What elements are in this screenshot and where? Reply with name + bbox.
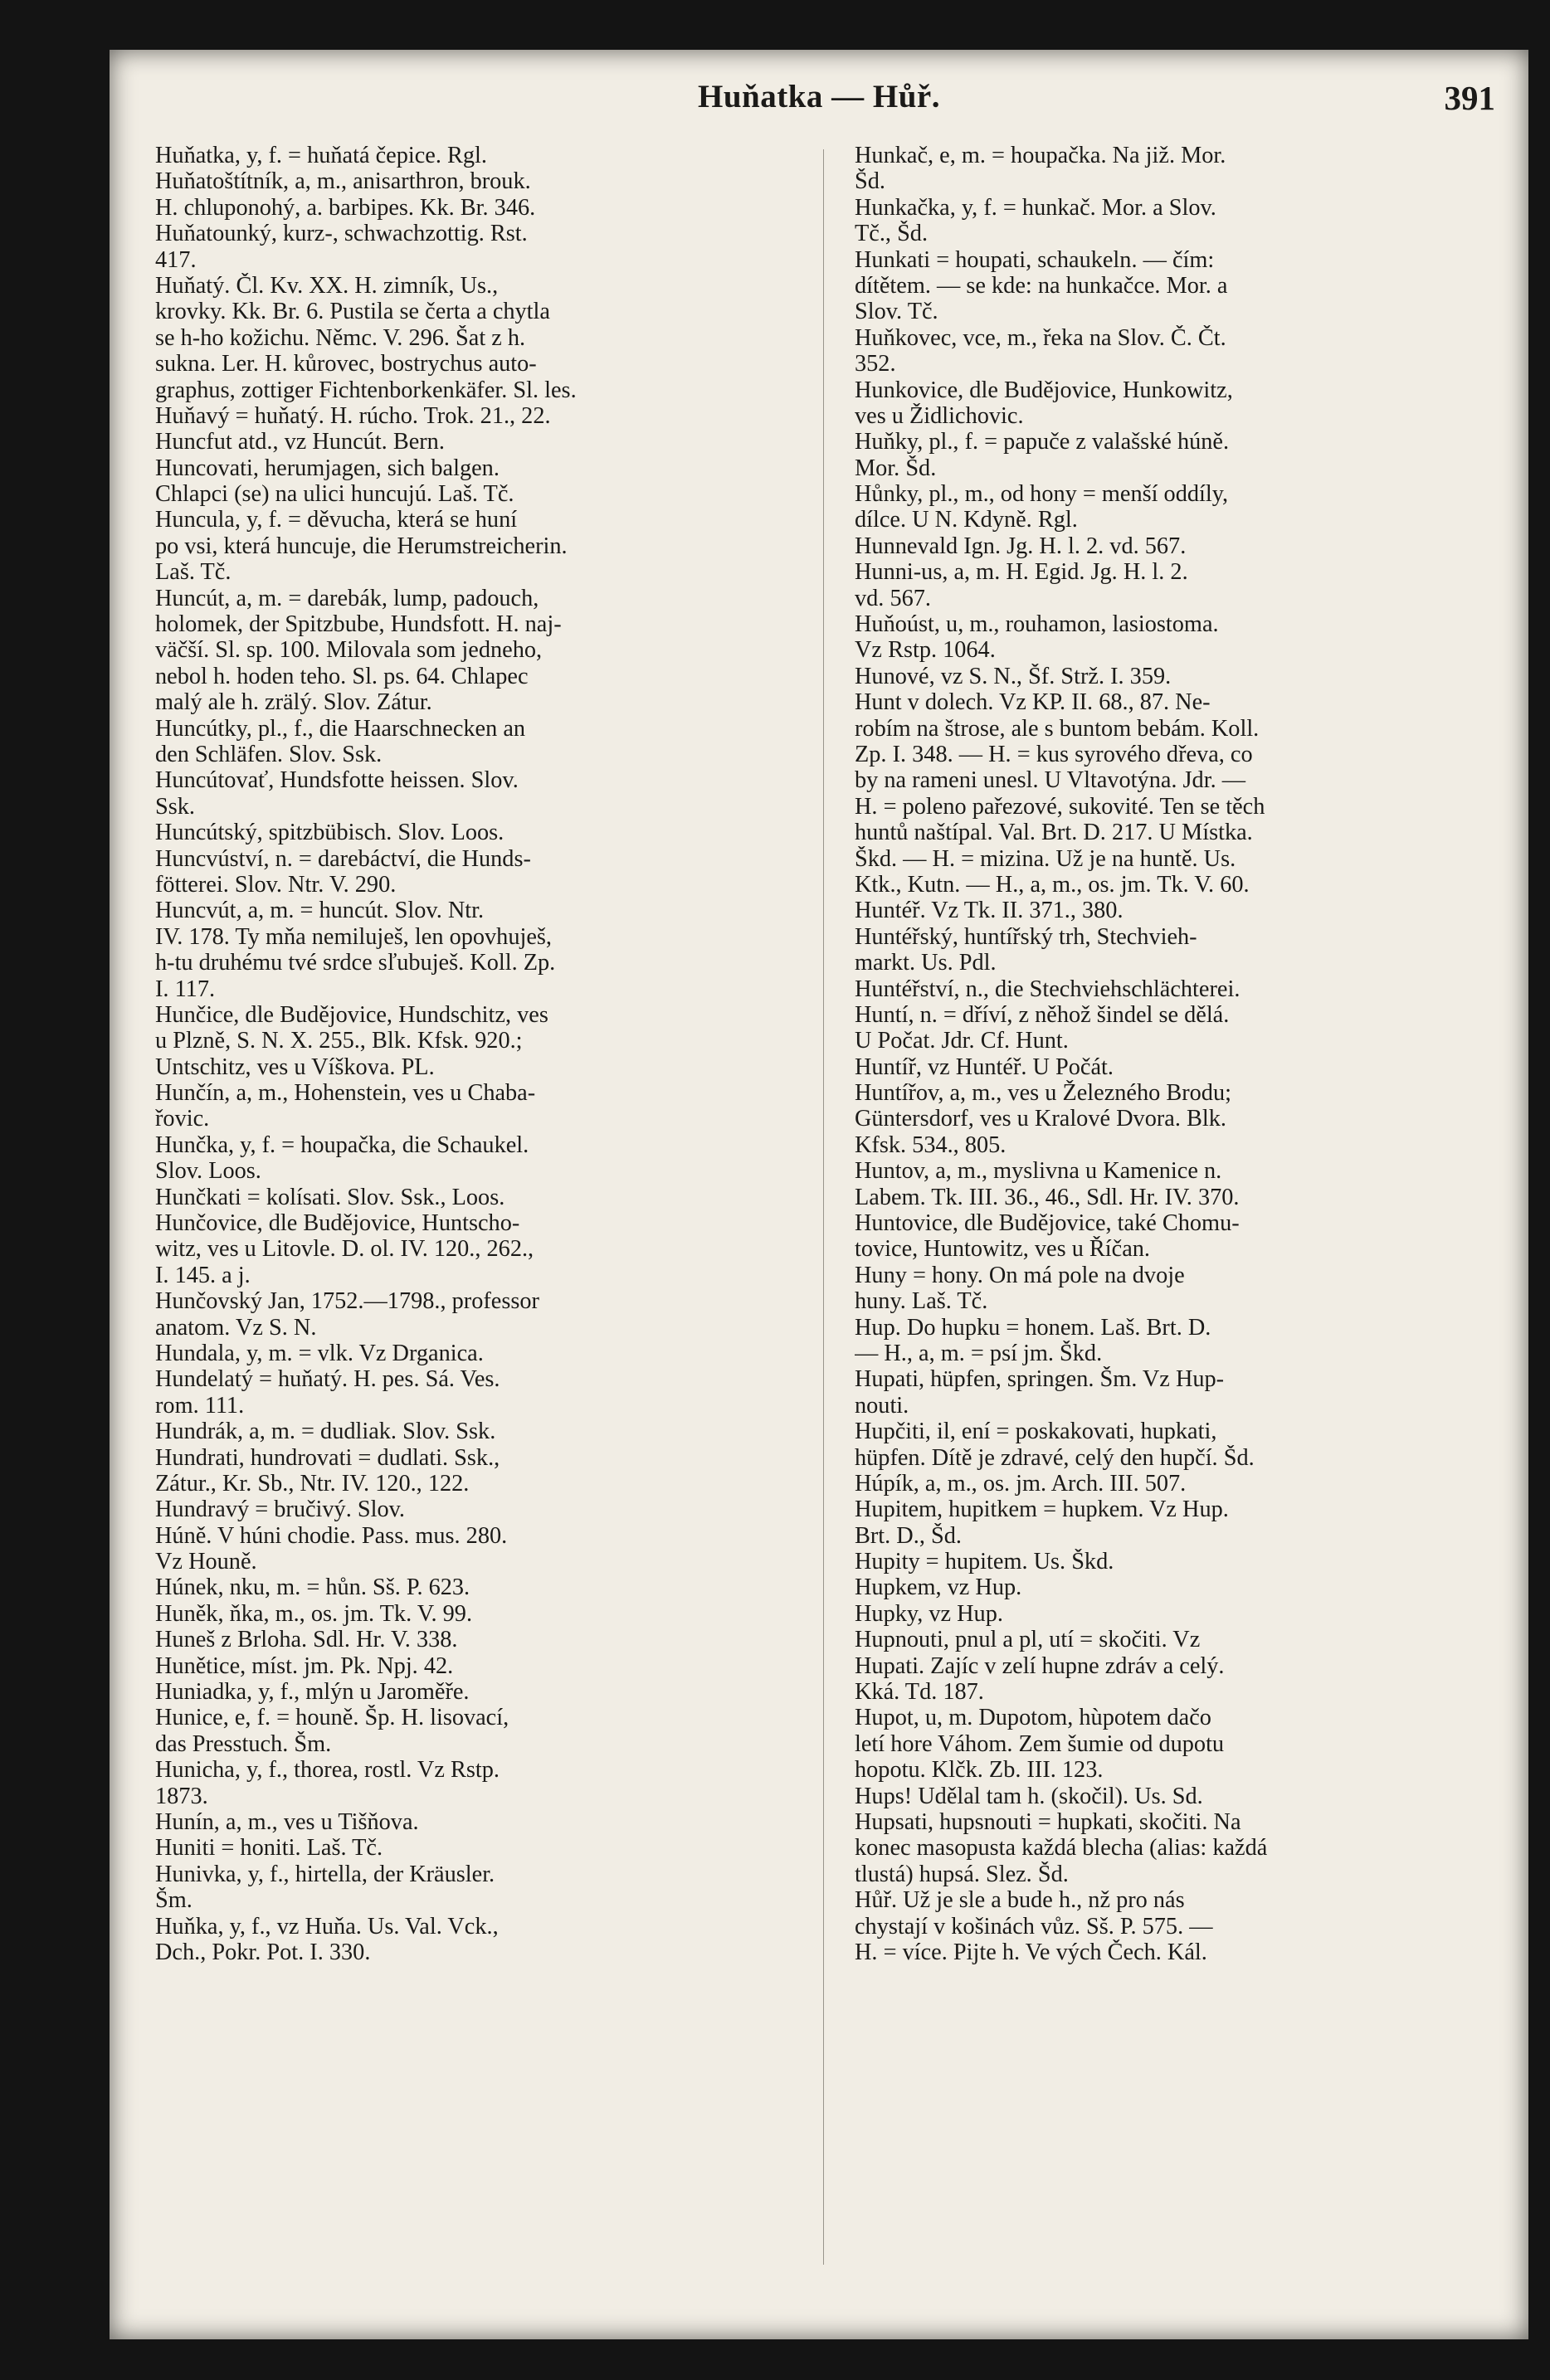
text-line: malý ale h. zrälý. Slov. Zátur. [155, 689, 432, 716]
text-line: Hupitem, hupitkem = hupkem. Vz Hup. [855, 1497, 1229, 1523]
text-line: Huntov, a, m., myslivna u Kamenice n. [855, 1158, 1222, 1185]
text-line: Hunčovice, dle Budějovice, Huntscho- [155, 1210, 520, 1237]
text-line: hopotu. Klčk. Zb. III. 123. [855, 1757, 1104, 1784]
text-line: Kká. Td. 187. [855, 1679, 984, 1706]
text-line: Huncútovať, Hundsfotte heissen. Slov. [155, 767, 519, 794]
text-line: Huncula, y, f. = děvucha, která se huní [155, 507, 518, 533]
text-line: Šd. [855, 168, 885, 195]
text-line: Ssk. [155, 793, 195, 820]
text-line: Huňatý. Čl. Kv. XX. H. zimník, Us., [155, 272, 499, 299]
text-line: Hunkač, e, m. = houpačka. Na již. Mor. [855, 143, 1226, 168]
right-column [855, 143, 1473, 1965]
text-line: Hůř. Už je sle a bude h., nž pro nás [855, 1887, 1185, 1914]
text-line: Hunnevald Ign. Jg. H. l. 2. vd. 567. [855, 533, 1187, 559]
text-line: graphus, zottiger Fichtenborkenkäfer. Sl. les. [155, 377, 577, 403]
text-line: den Schläfen. Slov. Ssk. [155, 741, 383, 767]
text-line: IV. 178. Ty mňa nemiluješ, len opovhuješ, [155, 923, 552, 950]
text-line: Huncvút, a, m. = huncút. Slov. Ntr. [155, 898, 485, 924]
page-number: 391 [1444, 79, 1495, 117]
text-line: Hunice, e, f. = houně. Šp. H. lisovací, [155, 1705, 509, 1731]
text-line: nouti. [855, 1392, 909, 1419]
text-line: Hunkačka, y, f. = hunkač. Mor. a Slov. [855, 194, 1216, 221]
text-line: Huny = hony. On má pole na dvoje [855, 1262, 1185, 1288]
text-line: letí hore Váhom. Zem šumie od dupotu [855, 1730, 1225, 1757]
text-line: Kfsk. 534., 805. [855, 1132, 1007, 1158]
text-line: Huniti = honiti. Laš. Tč. [155, 1835, 383, 1862]
text-line: Hunové, vz S. N., Šf. Strž. I. 359. [855, 663, 1172, 689]
text-line: Huňatoštítník, a, m., anisarthron, brouk. [155, 168, 531, 195]
text-line: Hunčkati = kolísati. Slov. Ssk., Loos. [155, 1184, 505, 1210]
text-line: Huňoúst, u, m., rouhamon, lasiostoma. [855, 611, 1219, 638]
text-line: dítětem. — se kde: na hunkačce. Mor. a [855, 272, 1228, 299]
text-line: Hunčín, a, m., Hohenstein, ves u Chaba- [155, 1080, 536, 1107]
text-line: nebol h. hoden teho. Sl. ps. 64. Chlapec [155, 663, 529, 689]
running-head: Huňatka — Hůř. [698, 79, 940, 114]
text-line: H. chluponohý, a. barbipes. Kk. Br. 346. [155, 194, 536, 221]
text-line: Huňatounký, kurz-, schwachzottig. Rst. [155, 221, 528, 247]
text-line: Hunkati = houpati, schaukeln. — čím: [855, 246, 1215, 273]
text-line: witz, ves u Litovle. D. ol. IV. 120., 262., [155, 1236, 534, 1263]
text-line: das Presstuch. Šm. [155, 1730, 332, 1757]
text-line: Hups! Udělal tam h. (skočil). Us. Sd. [855, 1783, 1203, 1809]
text-line: Hupčiti, il, ení = poskakovati, hupkati, [855, 1419, 1217, 1445]
text-line: Huniadka, y, f., mlýn u Jaroměře. [155, 1679, 470, 1706]
text-line: Huntéř. Vz Tk. II. 371., 380. [855, 898, 1124, 924]
text-line: fötterei. Slov. Ntr. V. 290. [155, 871, 397, 898]
text-line: Mor. Šd. [855, 455, 937, 481]
text-line: Hunkovice, dle Budějovice, Hunkowitz, [855, 377, 1233, 403]
text-line: Hupot, u, m. Dupotom, hùpotem dačo [855, 1705, 1211, 1731]
text-line: h-tu druhému tvé srdce sľubuješ. Koll. Zp. [155, 950, 556, 976]
text-line: Hůnky, pl., m., od hony = menší oddíly, [855, 481, 1229, 508]
text-line: Slov. Loos. [155, 1158, 261, 1185]
text-line: H. = více. Pijte h. Ve vých Čech. Kál. [855, 1939, 1207, 1965]
text-line: Hupnouti, pnul a pl, utí = skočiti. Vz [855, 1627, 1201, 1653]
text-line: tovice, Huntowitz, ves u Říčan. [855, 1236, 1150, 1263]
text-line: Labem. Tk. III. 36., 46., Sdl. Hr. IV. 370. [855, 1184, 1240, 1210]
text-line: Untschitz, ves u Víškova. PL. [155, 1054, 435, 1080]
text-line: Hunín, a, m., ves u Tišňova. [155, 1809, 419, 1835]
text-line: holomek, der Spitzbube, Hundsfott. H. naj- [155, 611, 562, 638]
text-line: H. = poleno pařezové, sukovité. Ten se těch [855, 793, 1265, 820]
text-line: Húpík, a, m., os. jm. Arch. III. 507. [855, 1470, 1187, 1497]
text-line: krovky. Kk. Br. 6. Pustila se čerta a chytla [155, 299, 550, 325]
text-line: Hunivka, y, f., hirtella, der Kräusler. [155, 1861, 495, 1887]
text-line: vd. 567. [855, 585, 931, 611]
text-line: Huněk, ňka, m., os. jm. Tk. V. 99. [155, 1600, 473, 1627]
text-line: Huntíř, vz Huntéř. U Počát. [855, 1054, 1114, 1080]
text-line: Hupsati, hupsnouti = hupkati, skočiti. Na [855, 1809, 1241, 1835]
text-line: Ktk., Kutn. — H., a, m., os. jm. Tk. V. 60. [855, 871, 1250, 898]
page-header [110, 73, 1528, 131]
text-line: po vsi, která huncuje, die Herumstreicherin. [155, 533, 568, 559]
text-line: by na rameni unesl. U Vltavotýna. Jdr. — [855, 767, 1246, 794]
text-line: Hundravý = bručivý. Slov. [155, 1497, 405, 1523]
text-line: — H., a, m. = psí jm. Škd. [855, 1340, 1103, 1366]
text-line: tlustá) hupsá. Slez. Šd. [855, 1861, 1069, 1887]
text-line: Hunčice, dle Budějovice, Hundschitz, ves [155, 1001, 548, 1028]
text-line: konec masopusta každá blecha (alias: každá [855, 1835, 1268, 1862]
text-line: hüpfen. Dítě je zdravé, celý den hupčí. Šd. [855, 1444, 1255, 1471]
text-line: Hupity = hupitem. Us. Škd. [855, 1549, 1114, 1575]
text-line: Húně. V húni chodie. Pass. mus. 280. [155, 1522, 508, 1549]
text-line: Laš. Tč. [155, 559, 232, 586]
text-line: Hundrati, hundrovati = dudlati. Ssk., [155, 1444, 500, 1471]
text-line: Hunt v dolech. Vz KP. II. 68., 87. Ne- [855, 689, 1211, 716]
text-line: Hup. Do hupku = honem. Laš. Brt. D. [855, 1314, 1211, 1341]
text-line: Zp. I. 348. — H. = kus syrového dřeva, co [855, 741, 1253, 767]
text-line: Škd. — H. = mizina. Už je na huntě. Us. [855, 845, 1236, 872]
text-line: Vz Rstp. 1064. [855, 637, 996, 664]
text-line: Huncútský, spitzbübisch. Slov. Loos. [155, 820, 504, 846]
text-line: se h-ho kožichu. Němc. V. 296. Šat z h. [155, 324, 526, 351]
text-line: huntů naštípal. Val. Brt. D. 217. U Místka. [855, 820, 1253, 846]
text-line: Huncvúství, n. = darebáctví, die Hunds- [155, 845, 531, 872]
text-line: Hupati. Zajíc v zelí hupne zdráv a celý. [855, 1652, 1225, 1679]
text-line: Hundrák, a, m. = dudliak. Slov. Ssk. [155, 1419, 496, 1445]
text-line: rom. 111. [155, 1392, 245, 1419]
text-line: Hupkem, vz Hup. [855, 1574, 1022, 1601]
text-line: Huntéřství, n., die Stechviehschlächterei. [855, 976, 1240, 1002]
text-line: Šm. [155, 1887, 193, 1914]
text-line: Huncfut atd., vz Huncút. Bern. [155, 429, 445, 455]
text-line: řovic. [155, 1106, 210, 1132]
text-line: Hunčovský Jan, 1752.—1798., professor [155, 1288, 539, 1315]
text-line: huny. Laš. Tč. [855, 1288, 988, 1315]
column-divider [823, 149, 824, 2265]
text-line: Hunčka, y, f. = houpačka, die Schaukel. [155, 1132, 529, 1158]
text-line: robím na štrose, ale s buntom bebám. Koll. [855, 715, 1260, 742]
text-line: u Plzně, S. N. X. 255., Blk. Kfsk. 920.; [155, 1028, 523, 1054]
text-line: Huňky, pl., f. = papuče z valašské húně. [855, 429, 1230, 455]
text-line: 352. [855, 351, 896, 377]
text-line: Huncovati, herumjagen, sich balgen. [155, 455, 500, 481]
left-column [155, 143, 773, 1965]
text-line: Huntí, n. = dříví, z něhož šindel se dělá. [855, 1001, 1230, 1028]
text-line: chystají v košinách vůz. Sš. P. 575. — [855, 1913, 1213, 1940]
text-line: Hundelatý = huňatý. H. pes. Sá. Ves. [155, 1366, 500, 1393]
text-line: dílce. U N. Kdyně. Rgl. [855, 507, 1078, 533]
text-line: ves u Židlichovic. [855, 402, 1024, 429]
text-line: Dch., Pokr. Pot. I. 330. [155, 1939, 371, 1965]
text-line: Huntéřský, huntířský trh, Stechvieh- [855, 923, 1197, 950]
text-line: U Počat. Jdr. Cf. Hunt. [855, 1028, 1069, 1054]
text-line: Hunětice, míst. jm. Pk. Npj. 42. [155, 1652, 454, 1679]
text-line: 417. [155, 246, 197, 273]
text-line: Huntovice, dle Budějovice, také Chomu- [855, 1210, 1240, 1237]
text-line: Huncútky, pl., f., die Haarschnecken an [155, 715, 526, 742]
text-line: Huňavý = huňatý. H. rúcho. Trok. 21., 22. [155, 402, 551, 429]
text-line: Huneš z Brloha. Sdl. Hr. V. 338. [155, 1627, 458, 1653]
text-line: Brt. D., Šd. [855, 1522, 962, 1549]
text-line: Slov. Tč. [855, 299, 938, 325]
text-line: I. 145. a j. [155, 1262, 251, 1288]
text-line: Huncút, a, m. = darebák, lump, padouch, [155, 585, 539, 611]
text-line: Huňkovec, vce, m., řeka na Slov. Č. Čt. [855, 324, 1226, 351]
text-line: I. 117. [155, 976, 216, 1002]
text-line: Hunni-us, a, m. H. Egid. Jg. H. l. 2. [855, 559, 1188, 586]
text-line: anatom. Vz S. N. [155, 1314, 317, 1341]
text-line: 1873. [155, 1783, 208, 1809]
text-line: Hupky, vz Hup. [855, 1600, 1003, 1627]
text-line: sukna. Ler. H. kůrovec, bostrychus auto- [155, 351, 537, 377]
text-line: Hupati, hüpfen, springen. Šm. Vz Hup- [855, 1366, 1225, 1393]
text-line: Huňka, y, f., vz Huňa. Us. Val. Vck., [155, 1913, 499, 1940]
text-line: Chlapci (se) na ulici huncujú. Laš. Tč. [155, 481, 514, 508]
text-line: Hunicha, y, f., thorea, rostl. Vz Rstp. [155, 1757, 500, 1784]
text-line: Vz Houně. [155, 1549, 257, 1575]
text-line: Güntersdorf, ves u Kralové Dvora. Blk. [855, 1106, 1226, 1132]
text-line: Zátur., Kr. Sb., Ntr. IV. 120., 122. [155, 1470, 470, 1497]
text-line: Húnek, nku, m. = hůn. Sš. P. 623. [155, 1574, 470, 1601]
text-line: Huntířov, a, m., ves u Železného Brodu; [855, 1080, 1231, 1107]
text-line: Hundala, y, m. = vlk. Vz Drganica. [155, 1340, 484, 1366]
text-line: Huňatka, y, f. = huňatá čepice. Rgl. [155, 143, 487, 168]
dictionary-page [110, 50, 1528, 2339]
text-line: Tč., Šd. [855, 221, 929, 247]
text-line: väčší. Sl. sp. 100. Milovala som jedneho, [155, 637, 543, 664]
text-line: markt. Us. Pdl. [855, 950, 997, 976]
